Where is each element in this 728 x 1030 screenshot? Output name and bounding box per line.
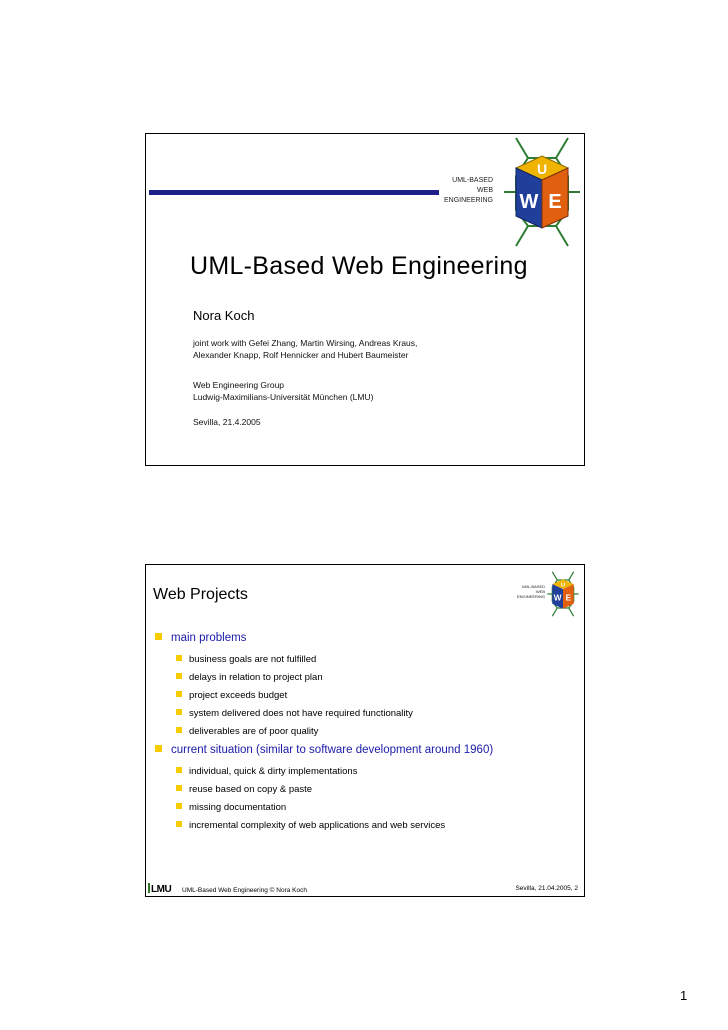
bullet-square-icon bbox=[176, 709, 182, 715]
logo-text-line: WEB bbox=[477, 187, 493, 194]
list-item: delays in relation to project plan bbox=[176, 672, 323, 683]
list-item: business goals are not fulfilled bbox=[176, 654, 316, 665]
bullet-square-icon bbox=[176, 691, 182, 697]
lmu-logo-bar-icon bbox=[148, 883, 150, 893]
bullet-square-icon bbox=[155, 745, 162, 752]
page-number: 1 bbox=[680, 988, 688, 1003]
bullet-square-icon bbox=[176, 803, 182, 809]
svg-text:E: E bbox=[565, 593, 572, 603]
content-slide bbox=[145, 564, 585, 897]
logo-text-line: WEB bbox=[535, 589, 545, 594]
bullet-square-icon bbox=[176, 821, 182, 827]
bullet-square-icon bbox=[155, 633, 162, 640]
svg-text:W: W bbox=[553, 593, 562, 603]
affiliation-line: Ludwig-Maximilians-Universität München (LMU) bbox=[193, 392, 374, 402]
affiliation-line: Web Engineering Group bbox=[193, 380, 285, 390]
uwe-logo bbox=[428, 136, 583, 248]
footer-left: UML-Based Web Engineering © Nora Koch bbox=[182, 887, 307, 894]
coauthors-line: joint work with Gefei Zhang, Martin Wirsing, Andreas Kraus, bbox=[193, 338, 418, 348]
uwe-logo-small bbox=[515, 571, 581, 617]
place-date: Sevilla, 21.4.2005 bbox=[193, 417, 261, 427]
list-item: incremental complexity of web applications and web services bbox=[176, 820, 445, 831]
list-item: individual, quick & dirty implementations bbox=[176, 766, 357, 777]
list-item: missing documentation bbox=[176, 802, 286, 813]
author-name: Nora Koch bbox=[193, 308, 255, 323]
svg-text:U: U bbox=[536, 161, 548, 177]
svg-text:W: W bbox=[519, 191, 539, 213]
logo-text-line: ENGINEERING bbox=[516, 594, 545, 599]
bullet-heading: main problems bbox=[155, 632, 246, 644]
slide-title: Web Projects bbox=[153, 586, 248, 603]
list-item: system delivered does not have required functionality bbox=[176, 708, 413, 719]
bullet-square-icon bbox=[176, 785, 182, 791]
svg-text:E: E bbox=[548, 191, 562, 213]
logo-text-line: UML-BASED bbox=[521, 584, 545, 589]
title-slide bbox=[145, 133, 585, 466]
list-item: deliverables are of poor quality bbox=[176, 726, 318, 737]
bullet-square-icon bbox=[176, 673, 182, 679]
footer-right: Sevilla, 21.04.2005, 2 bbox=[515, 885, 578, 892]
bullet-heading: current situation (similar to software development around 1960) bbox=[155, 744, 493, 756]
bullet-square-icon bbox=[176, 767, 182, 773]
svg-text:U: U bbox=[560, 582, 566, 589]
logo-text-line: UML-BASED bbox=[452, 177, 493, 184]
lmu-logo: LMU bbox=[148, 883, 171, 895]
list-item: project exceeds budget bbox=[176, 690, 287, 701]
list-item: reuse based on copy & paste bbox=[176, 784, 312, 795]
title-rule bbox=[149, 190, 439, 195]
slide-title: UML-Based Web Engineering bbox=[190, 252, 528, 280]
bullet-square-icon bbox=[176, 727, 182, 733]
logo-text-line: ENGINEERING bbox=[443, 197, 493, 204]
bullet-square-icon bbox=[176, 655, 182, 661]
coauthors-line: Alexander Knapp, Rolf Hennicker and Hubert Baumeister bbox=[193, 350, 409, 360]
